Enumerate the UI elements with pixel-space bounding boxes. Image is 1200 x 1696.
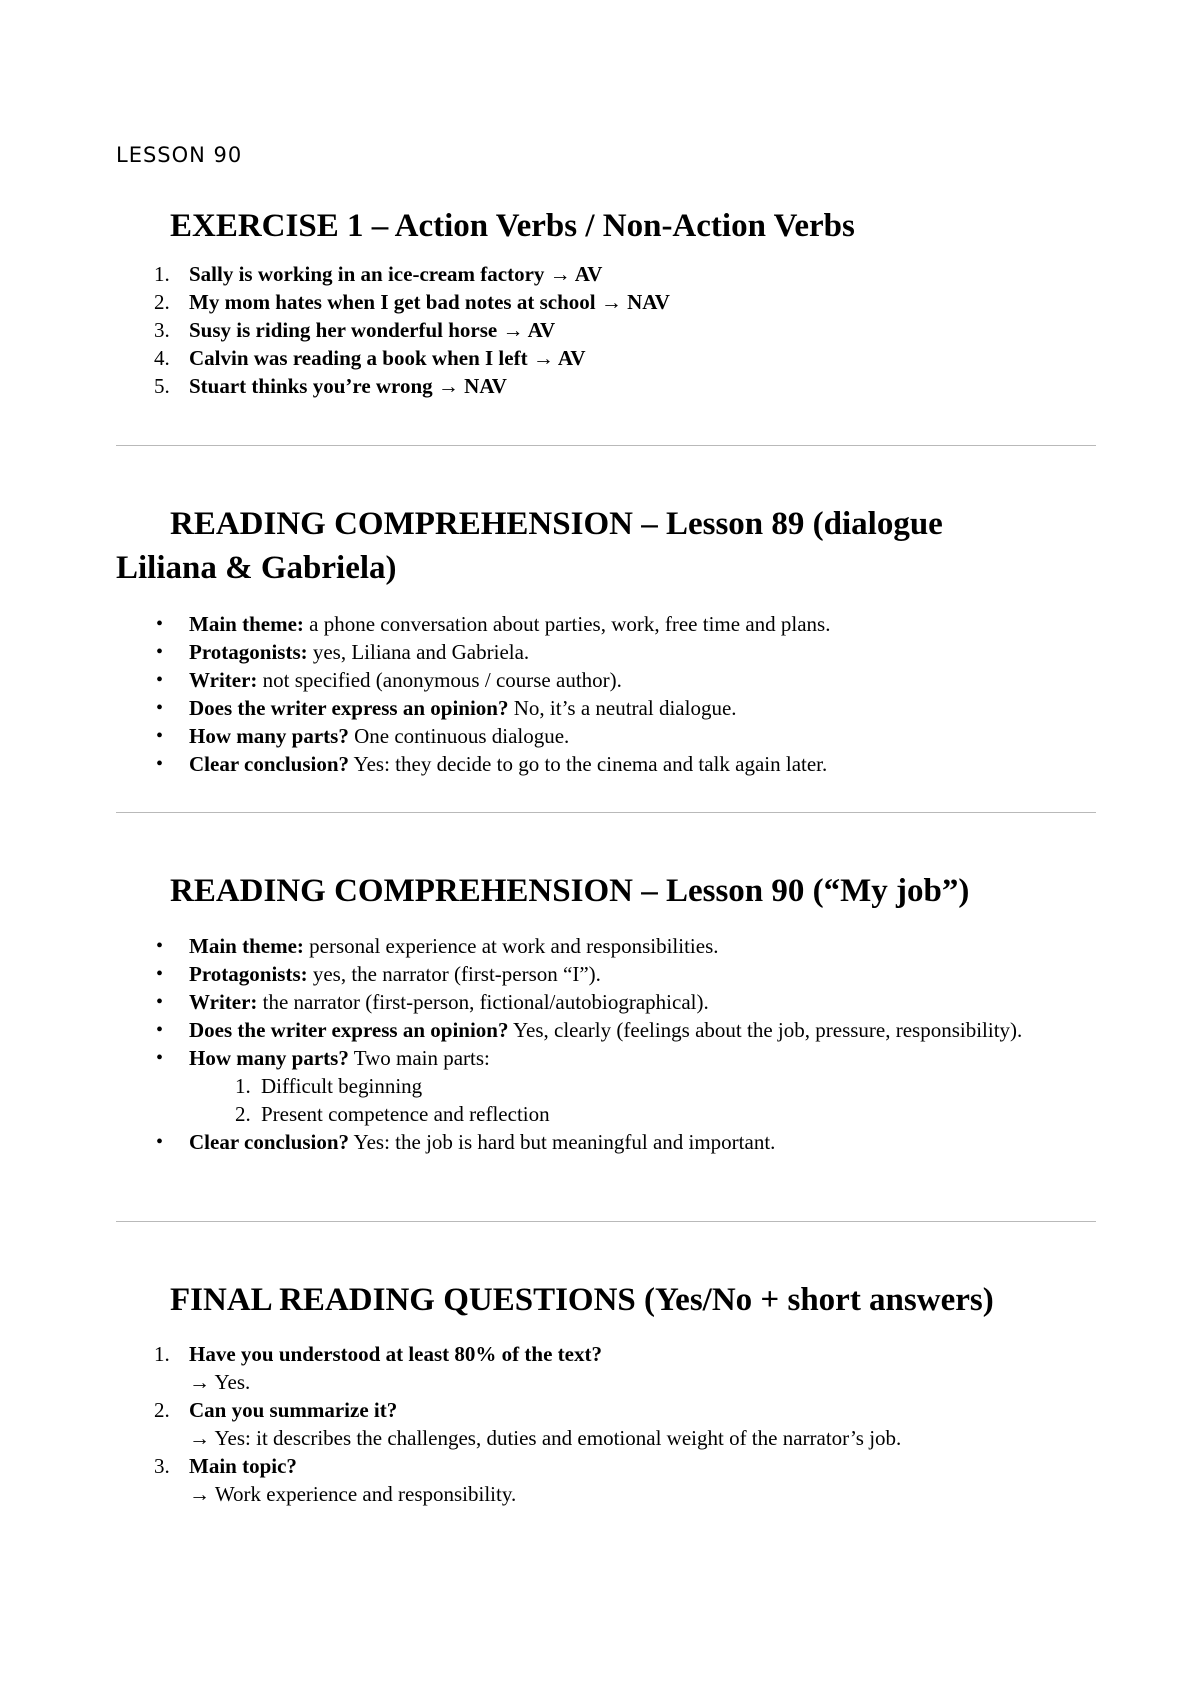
final-list <box>116 1340 1096 1508</box>
section-divider <box>116 1221 1096 1222</box>
list-item: • Protagonists: yes, Liliana and Gabriela. <box>156 640 530 664</box>
list-item: • Does the writer express an opinion? No, it’s a neutral dialogue. <box>156 696 737 720</box>
list-item: • Main theme: personal experience at work and responsibilities. <box>156 934 719 958</box>
reading90-title: READING COMPREHENSION – Lesson 90 (“My job”) <box>170 873 970 909</box>
section-divider <box>116 445 1096 446</box>
list-item: • How many parts? Two main parts: 1. Difficult beginning 2. Present competence and reflection <box>116 1044 1096 1128</box>
list-item: 2. Present competence and reflection <box>235 1102 550 1126</box>
list-item: • Writer: the narrator (first-person, fictional/autobiographical). <box>156 990 709 1014</box>
list-item: • Writer: not specified (anonymous / course author). <box>156 668 622 692</box>
list-item: • How many parts? One continuous dialogue. <box>156 724 570 748</box>
exercise1-list <box>116 260 1096 400</box>
list-item: • Main theme: a phone conversation about parties, work, free time and plans. <box>156 612 831 636</box>
list-item: 1. Sally is working in an ice-cream factory → AV <box>154 262 603 286</box>
list-item: • Clear conclusion? Yes: they decide to go to the cinema and talk again later. <box>156 752 828 776</box>
list-item: • Clear conclusion? Yes: the job is hard but meaningful and important. <box>156 1130 776 1154</box>
section-divider <box>116 812 1096 813</box>
list-item: • Protagonists: yes, the narrator (first-person “I”). <box>156 962 601 986</box>
lesson-label: LESSON 90 <box>116 143 243 167</box>
reading90-list <box>116 932 1096 1156</box>
list-item: 1. Have you understood at least 80% of the text? → Yes. <box>154 1342 602 1394</box>
reading90-section <box>116 869 1096 1156</box>
list-item: 3. Susy is riding her wonderful horse → AV <box>154 318 556 342</box>
list-item: 1. Difficult beginning <box>235 1074 423 1098</box>
exercise1-section <box>116 204 1096 400</box>
list-item: • Does the writer express an opinion? Yes, clearly (feelings about the job, pressure, responsibility). <box>156 1018 1023 1042</box>
list-item: 5. Stuart thinks you’re wrong → NAV <box>154 374 507 398</box>
list-item: 2. My mom hates when I get bad notes at school → NAV <box>154 290 670 314</box>
reading89-list <box>116 610 1096 778</box>
list-item: 3. Main topic? → Work experience and responsibility. <box>154 1454 517 1506</box>
list-item: 2. Can you summarize it? → Yes: it describes the challenges, duties and emotional weight of the narrator’s job. <box>154 1398 902 1450</box>
final-title: FINAL READING QUESTIONS (Yes/No + short answers) <box>170 1282 994 1318</box>
parts-sublist <box>189 1072 1096 1128</box>
reading89-section <box>116 502 1096 778</box>
final-section <box>116 1278 1096 1508</box>
reading89-title: READING COMPREHENSION – Lesson 89 (dialogue Liliana & Gabriela) <box>116 506 943 586</box>
exercise1-title: EXERCISE 1 – Action Verbs / Non-Action Verbs <box>170 208 855 244</box>
list-item: 4. Calvin was reading a book when I left → AV <box>154 346 586 370</box>
